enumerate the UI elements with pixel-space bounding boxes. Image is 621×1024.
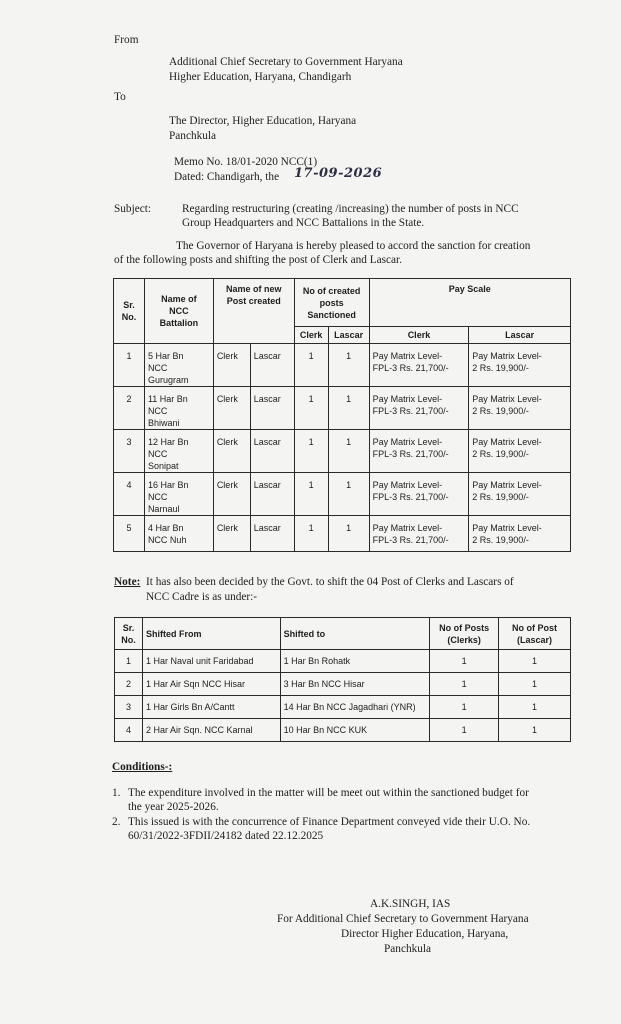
signatory-name: A.K.SINGH, IAS (370, 898, 451, 910)
cell-post-clerk: Clerk (213, 387, 250, 430)
cell-pay-clerk: Pay Matrix Level- FPL-3 Rs. 21,700/- (369, 344, 469, 387)
cell-battalion: 5 Har Bn NCC Gurugram (144, 344, 213, 387)
cell-pay-lascar: Pay Matrix Level- 2 Rs. 19,900/- (469, 430, 571, 473)
header-created-posts: No of created posts Sanctioned (294, 279, 369, 327)
cell-pay-clerk: Pay Matrix Level- FPL-3 Rs. 21,700/- (369, 387, 469, 430)
header-posts-lascar: No of Post (Lascar) (499, 618, 571, 650)
table-row (114, 516, 571, 552)
signatory-line-2: Director Higher Education, Haryana, (341, 928, 509, 940)
table-row (114, 430, 571, 473)
header-pay-clerk: Clerk (369, 327, 469, 344)
signatory-line-1: For Additional Chief Secretary to Government Haryana (277, 913, 529, 925)
table-row (115, 673, 571, 696)
cell-n-lascar: 1 (328, 473, 369, 516)
cell-lascar: 1 (499, 673, 571, 696)
header-posts-clerks: No of Posts (Clerks) (430, 618, 499, 650)
cell-post-clerk: Clerk (213, 430, 250, 473)
cell-post-lascar: Lascar (250, 387, 294, 430)
to-label: To (114, 91, 126, 103)
cell-lascar: 1 (499, 719, 571, 742)
cell-n-clerk: 1 (294, 387, 328, 430)
cell-shifted-to: 10 Har Bn NCC KUK (280, 719, 430, 742)
cell-n-lascar: 1 (328, 344, 369, 387)
note-line-1: It has also been decided by the Govt. to shift the 04 Post of Clerks and Lascars of (146, 576, 514, 588)
to-line-1: The Director, Higher Education, Haryana (169, 115, 357, 127)
cell-clerks: 1 (430, 650, 499, 673)
condition-1-line-1: The expenditure involved in the matter will be meet out within the sanctioned budget for (128, 787, 529, 799)
cell-battalion: 11 Har Bn NCC Bhiwani (144, 387, 213, 430)
cell-n-lascar: 1 (328, 516, 369, 552)
header-sr-no: Sr. No. (115, 618, 143, 650)
cell-n-clerk: 1 (294, 344, 328, 387)
cell-shifted-from: 1 Har Air Sqn NCC Hisar (142, 673, 280, 696)
header-pay-scale: Pay Scale (369, 279, 570, 327)
cell-shifted-from: 1 Har Naval unit Faridabad (142, 650, 280, 673)
posts-creation-table (113, 278, 571, 552)
cell-clerks: 1 (430, 673, 499, 696)
cell-post-lascar: Lascar (250, 516, 294, 552)
shifting-table (114, 617, 571, 742)
cell-n-clerk: 1 (294, 430, 328, 473)
cell-n-lascar: 1 (328, 430, 369, 473)
cell-shifted-to: 1 Har Bn Rohatk (280, 650, 430, 673)
table-row (114, 344, 571, 387)
cell-clerks: 1 (430, 696, 499, 719)
note-label: Note: (114, 576, 141, 588)
header-shifted-from: Shifted From (142, 618, 280, 650)
cell-sr: 5 (114, 516, 145, 552)
cell-lascar: 1 (499, 650, 571, 673)
table-row (114, 387, 571, 430)
note-line-2: NCC Cadre is as under:- (146, 591, 258, 603)
table-row (115, 719, 571, 742)
cell-battalion: 4 Har Bn NCC Nuh (144, 516, 213, 552)
cell-sr: 4 (115, 719, 143, 742)
cell-pay-clerk: Pay Matrix Level- FPL-3 Rs. 21,700/- (369, 473, 469, 516)
header-new-post: Name of new Post created (213, 279, 294, 344)
header-lascar-count: Lascar (328, 327, 369, 344)
cell-n-clerk: 1 (294, 473, 328, 516)
cell-battalion: 12 Har Bn NCC Sonipat (144, 430, 213, 473)
cell-post-lascar: Lascar (250, 344, 294, 387)
header-sr-no: Sr. No. (114, 279, 145, 344)
cell-pay-clerk: Pay Matrix Level- FPL-3 Rs. 21,700/- (369, 516, 469, 552)
cell-n-clerk: 1 (294, 516, 328, 552)
cell-sr: 3 (114, 430, 145, 473)
cell-sr: 3 (115, 696, 143, 719)
cell-post-clerk: Clerk (213, 344, 250, 387)
cell-post-lascar: Lascar (250, 430, 294, 473)
cell-pay-lascar: Pay Matrix Level- 2 Rs. 19,900/- (469, 387, 571, 430)
cell-pay-lascar: Pay Matrix Level- 2 Rs. 19,900/- (469, 473, 571, 516)
from-label: From (114, 34, 139, 46)
cell-sr: 1 (115, 650, 143, 673)
cell-lascar: 1 (499, 696, 571, 719)
header-clerk-count: Clerk (294, 327, 328, 344)
cell-sr: 4 (114, 473, 145, 516)
cell-shifted-from: 2 Har Air Sqn. NCC Karnal (142, 719, 280, 742)
to-line-2: Panchkula (169, 130, 217, 142)
subject-line-1: Regarding restructuring (creating /increasing) the number of posts in NCC (182, 203, 519, 215)
from-line-2: Higher Education, Haryana, Chandigarh (169, 71, 352, 83)
cell-sr: 1 (114, 344, 145, 387)
table-row (115, 650, 571, 673)
header-pay-lascar: Lascar (469, 327, 571, 344)
paragraph-line-1: The Governor of Haryana is hereby pleased to accord the sanction for creation (176, 240, 531, 252)
from-line-1: Additional Chief Secretary to Government Haryana (169, 56, 403, 68)
cell-clerks: 1 (430, 719, 499, 742)
cell-shifted-to: 3 Har Bn NCC Hisar (280, 673, 430, 696)
header-battalion: Name of NCC Battalion (144, 279, 213, 344)
signatory-line-3: Panchkula (384, 943, 432, 955)
table-row (114, 473, 571, 516)
cell-post-lascar: Lascar (250, 473, 294, 516)
cell-sr: 2 (114, 387, 145, 430)
cell-pay-lascar: Pay Matrix Level- 2 Rs. 19,900/- (469, 344, 571, 387)
cell-post-clerk: Clerk (213, 473, 250, 516)
cell-battalion: 16 Har Bn NCC Narnaul (144, 473, 213, 516)
subject-line-2: Group Headquarters and NCC Battalions in the State. (182, 217, 425, 229)
subject-label: Subject: (114, 203, 152, 215)
cell-pay-clerk: Pay Matrix Level- FPL-3 Rs. 21,700/- (369, 430, 469, 473)
table-row (115, 696, 571, 719)
cell-pay-lascar: Pay Matrix Level- 2 Rs. 19,900/- (469, 516, 571, 552)
paragraph-line-2: of the following posts and shifting the post of Clerk and Lascar. (114, 254, 403, 266)
condition-1-number: 1. (112, 787, 121, 799)
handwritten-date: 17-09-2026 (294, 166, 383, 181)
conditions-title: Conditions-: (112, 761, 173, 773)
condition-2-number: 2. (112, 816, 121, 828)
condition-1-line-2: the year 2025-2026. (128, 801, 219, 813)
cell-n-lascar: 1 (328, 387, 369, 430)
condition-2-line-2: 60/31/2022-3FDII/24182 dated 22.12.2025 (128, 830, 324, 842)
dated-label: Dated: Chandigarh, the (174, 171, 280, 183)
condition-2-line-1: This issued is with the concurrence of Finance Department conveyed vide their U.O. No. (128, 816, 531, 828)
header-shifted-to: Shifted to (280, 618, 430, 650)
memo-number: Memo No. 18/01-2020 NCC(1) (174, 156, 318, 168)
cell-shifted-to: 14 Har Bn NCC Jagadhari (YNR) (280, 696, 430, 719)
cell-shifted-from: 1 Har Girls Bn A/Cantt (142, 696, 280, 719)
cell-sr: 2 (115, 673, 143, 696)
cell-post-clerk: Clerk (213, 516, 250, 552)
